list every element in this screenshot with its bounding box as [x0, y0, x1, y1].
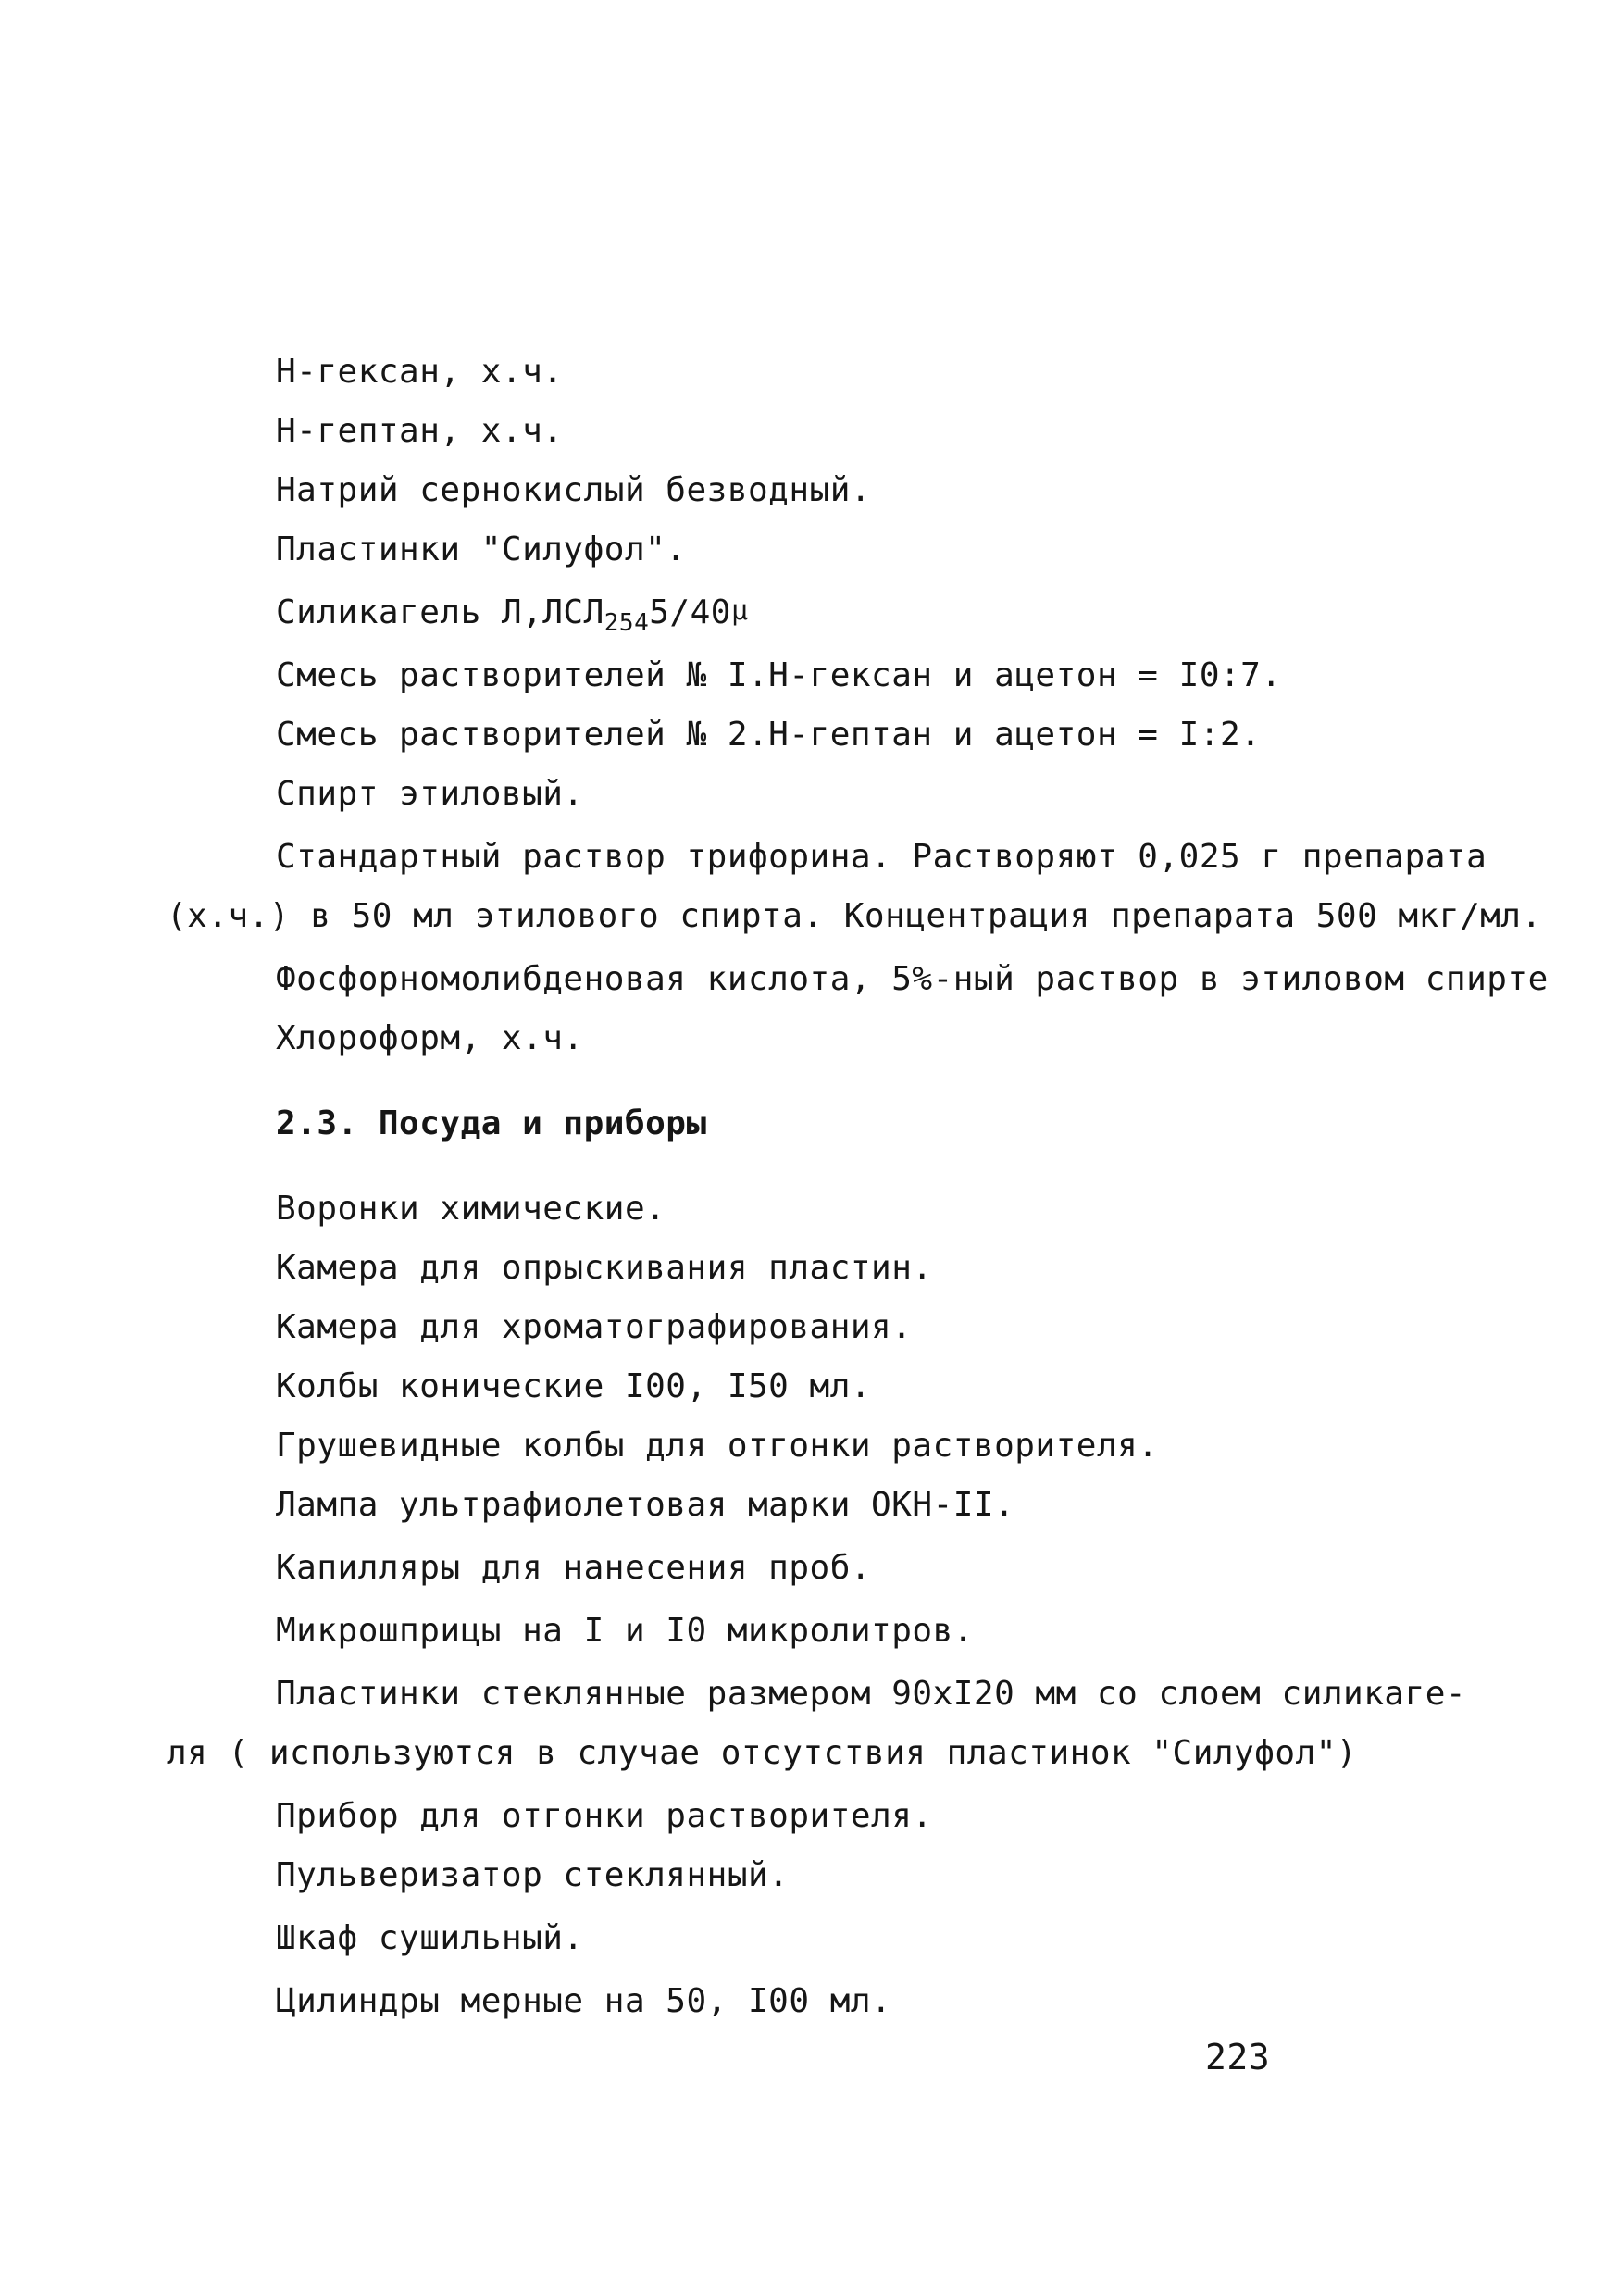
equipment-item: Прибор для отгонки растворителя.	[276, 1797, 933, 1835]
reagent-line: Н-гексан, х.ч.	[276, 353, 564, 391]
solvent-mixture-1: Смесь растворителей № I.Н-гексан и ацетон = I0:7.	[276, 656, 1282, 694]
standard-solution-line-2: (х.ч.) в 50 мл этилового спирта. Концентрация препарата 500 мкг/мл.	[167, 897, 1542, 935]
reagent-line: Н-гептан, х.ч.	[276, 412, 564, 450]
equipment-item: Грушевидные колбы для отгонки растворителя.	[276, 1427, 1159, 1465]
equipment-item: Цилиндры мерные на 50, I00 мл.	[276, 1982, 892, 2020]
silica-gel-line	[276, 593, 749, 637]
equipment-item: Капилляры для нанесения проб.	[276, 1549, 872, 1587]
reagent-line: Спирт этиловый.	[276, 775, 584, 813]
equipment-item: Шкаф сушильный.	[276, 1919, 584, 1957]
silica-gel-unit: µ	[730, 594, 749, 627]
standard-solution-line-1: Стандартный раствор трифорина. Растворяют 0,025 г препарата	[276, 838, 1487, 876]
reagent-line: Пластинки "Силуфол".	[276, 530, 687, 568]
equipment-item: Лампа ультрафиолетовая марки ОКН-II.	[276, 1486, 1015, 1524]
equipment-item: Пульверизатор стеклянный.	[276, 1856, 790, 1894]
solvent-mixture-2: Смесь растворителей № 2.Н-гептан и ацетон = I:2.	[276, 716, 1262, 754]
equipment-item: Колбы конические I00, I50 мл.	[276, 1367, 872, 1405]
reagent-line: Фосфорномолибденовая кислота, 5%-ный раствор в этиловом спирте	[276, 960, 1549, 998]
reagent-line: Хлороформ, х.ч.	[276, 1019, 584, 1057]
page-number: 223	[1205, 2037, 1271, 2078]
equipment-item: ля ( используются в случае отсутствия пластинок "Силуфол")	[167, 1734, 1358, 1772]
silica-gel-subscript: 254	[604, 609, 650, 637]
equipment-item: Воронки химические.	[276, 1190, 666, 1228]
equipment-item: Камера для опрыскивания пластин.	[276, 1249, 933, 1287]
equipment-item: Пластинки стеклянные размером 90хI20 мм со слоем силикаге-	[276, 1675, 1467, 1713]
equipment-item: Камера для хроматографирования.	[276, 1308, 913, 1346]
silica-gel-name: Силикагель Л,ЛСЛ	[276, 593, 604, 631]
reagent-line: Натрий сернокислый безводный.	[276, 471, 872, 509]
section-heading: 2.3. Посуда и приборы	[276, 1104, 707, 1142]
silica-gel-grain: 5/40	[649, 593, 731, 631]
equipment-item: Микрошприцы на I и I0 микролитров.	[276, 1612, 974, 1650]
